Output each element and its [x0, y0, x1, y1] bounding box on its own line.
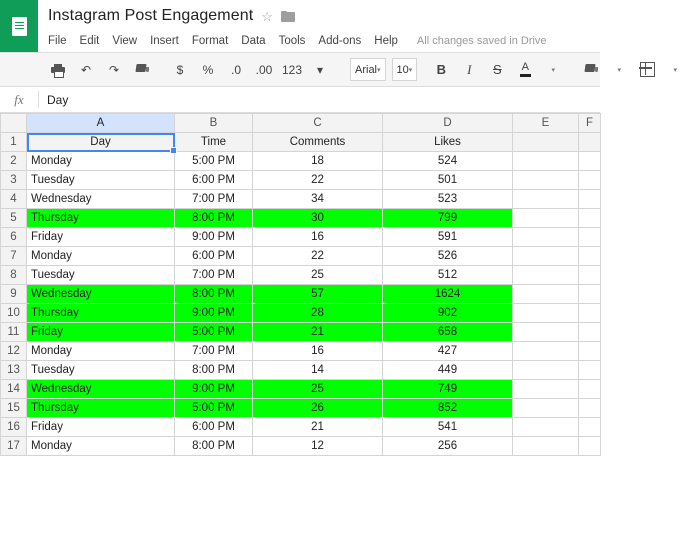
cell-f16[interactable] — [579, 418, 601, 437]
cell-b3[interactable]: 6:00 PM — [175, 171, 253, 190]
undo-icon: ↶ — [80, 62, 92, 77]
cell-f2[interactable] — [579, 152, 601, 171]
row-header-17[interactable]: 17 — [1, 437, 27, 456]
sheets-logo-icon[interactable] — [0, 0, 38, 52]
cell-e4[interactable] — [513, 190, 579, 209]
cell-d12[interactable]: 427 — [383, 342, 513, 361]
menu-item-insert[interactable]: Insert — [150, 35, 179, 47]
font-family-select[interactable] — [350, 58, 386, 81]
cell-b4[interactable]: 7:00 PM — [175, 190, 253, 209]
cell-f6[interactable] — [579, 228, 601, 247]
cell-a1[interactable]: Day — [27, 133, 175, 152]
cell-a14[interactable]: Wednesday — [27, 380, 175, 399]
cell-c3[interactable]: 22 — [253, 171, 383, 190]
menu-item-help[interactable]: Help — [374, 35, 398, 47]
cell-b5[interactable]: 8:00 PM — [175, 209, 253, 228]
cell-e12[interactable] — [513, 342, 579, 361]
cell-f10[interactable] — [579, 304, 601, 323]
fill-color-icon — [585, 64, 598, 76]
cell-a11[interactable]: Friday — [27, 323, 175, 342]
cell-b1[interactable]: Time — [175, 133, 253, 152]
borders-button[interactable] — [633, 59, 661, 81]
more-formats-caret[interactable]: ▾ — [316, 62, 324, 77]
cell-c14[interactable]: 25 — [253, 380, 383, 399]
cell-a15[interactable]: Thursday — [27, 399, 175, 418]
cell-a12[interactable]: Monday — [27, 342, 175, 361]
column-header-row — [1, 114, 601, 133]
page-title[interactable]: Instagram Post Engagement — [48, 7, 254, 24]
menu-item-addons[interactable]: Add-ons — [318, 35, 362, 47]
cell-c4[interactable]: 34 — [253, 190, 383, 209]
row-header-11[interactable]: 11 — [1, 323, 27, 342]
row-header-1[interactable]: 1 — [1, 133, 27, 152]
borders-icon — [640, 62, 655, 77]
row-header-6[interactable]: 6 — [1, 228, 27, 247]
cell-e8[interactable] — [513, 266, 579, 285]
row-header-16[interactable]: 16 — [1, 418, 27, 437]
cell-d5[interactable]: 799 — [383, 209, 513, 228]
strikethrough-button[interactable]: S — [492, 62, 502, 77]
table-row — [1, 380, 601, 399]
cell-b8[interactable]: 7:00 PM — [175, 266, 253, 285]
cell-f14[interactable] — [579, 380, 601, 399]
cell-b14[interactable]: 9:00 PM — [175, 380, 253, 399]
row-header-12[interactable]: 12 — [1, 342, 27, 361]
cell-e9[interactable] — [513, 285, 579, 304]
cell-f3[interactable] — [579, 171, 601, 190]
spreadsheet-grid — [0, 113, 600, 548]
cell-e2[interactable] — [513, 152, 579, 171]
cell-c13[interactable]: 14 — [253, 361, 383, 380]
text-color-button[interactable] — [511, 59, 539, 81]
currency-button[interactable]: $ — [176, 62, 184, 77]
star-icon[interactable]: ☆ — [261, 8, 273, 24]
cell-f7[interactable] — [579, 247, 601, 266]
table-row — [1, 190, 601, 209]
cell-b12[interactable]: 7:00 PM — [175, 342, 253, 361]
row-header-5[interactable]: 5 — [1, 209, 27, 228]
cell-c7[interactable]: 22 — [253, 247, 383, 266]
table-row — [1, 342, 601, 361]
cell-b17[interactable]: 8:00 PM — [175, 437, 253, 456]
cell-a2[interactable]: Monday — [27, 152, 175, 171]
font-size-value: 10 — [396, 63, 409, 76]
formula-input[interactable]: Day — [47, 92, 69, 107]
chevron-down-icon: ▾ — [377, 66, 381, 74]
cell-f1[interactable] — [579, 133, 601, 152]
cell-f17[interactable] — [579, 437, 601, 456]
cell-a16[interactable]: Friday — [27, 418, 175, 437]
cell-b16[interactable]: 6:00 PM — [175, 418, 253, 437]
cell-f9[interactable] — [579, 285, 601, 304]
cell-f11[interactable] — [579, 323, 601, 342]
cell-e16[interactable] — [513, 418, 579, 437]
cell-e17[interactable] — [513, 437, 579, 456]
text-color-icon — [520, 62, 531, 77]
row-header-15[interactable]: 15 — [1, 399, 27, 418]
cell-d6[interactable]: 591 — [383, 228, 513, 247]
table-row — [1, 285, 601, 304]
cell-b7[interactable]: 6:00 PM — [175, 247, 253, 266]
cell-f13[interactable] — [579, 361, 601, 380]
cell-c11[interactable]: 21 — [253, 323, 383, 342]
cell-e15[interactable] — [513, 399, 579, 418]
print-button[interactable] — [44, 59, 72, 81]
fx-icon: fx — [14, 91, 24, 107]
cell-e3[interactable] — [513, 171, 579, 190]
table-row — [1, 304, 601, 323]
cell-d14[interactable]: 749 — [383, 380, 513, 399]
row-header-7[interactable]: 7 — [1, 247, 27, 266]
menu-item-tools[interactable]: Tools — [278, 35, 306, 47]
table-row — [1, 228, 601, 247]
cell-d3[interactable]: 501 — [383, 171, 513, 190]
menu-item-data[interactable]: Data — [241, 35, 266, 47]
title-bar — [0, 0, 600, 53]
menu-bar — [48, 30, 600, 52]
cell-b10[interactable]: 9:00 PM — [175, 304, 253, 323]
cell-c9[interactable]: 57 — [253, 285, 383, 304]
cell-b2[interactable]: 5:00 PM — [175, 152, 253, 171]
column-header-f[interactable]: F — [579, 114, 601, 133]
cell-b9[interactable]: 8:00 PM — [175, 285, 253, 304]
cell-b13[interactable]: 8:00 PM — [175, 361, 253, 380]
folder-icon[interactable] — [281, 11, 295, 22]
row-header-14[interactable]: 14 — [1, 380, 27, 399]
grid-table — [0, 113, 601, 456]
cell-c16[interactable]: 21 — [253, 418, 383, 437]
cell-f12[interactable] — [579, 342, 601, 361]
text-color-letter: A — [521, 61, 529, 73]
document-title-row — [48, 5, 600, 27]
column-header-e[interactable]: E — [513, 114, 579, 133]
cell-d10[interactable]: 902 — [383, 304, 513, 323]
select-all-corner[interactable] — [1, 114, 27, 133]
fill-color-caret[interactable]: ▾ — [617, 66, 622, 74]
table-row — [1, 418, 601, 437]
cell-d7[interactable]: 526 — [383, 247, 513, 266]
cell-e1[interactable] — [513, 133, 579, 152]
cell-a4[interactable]: Wednesday — [27, 190, 175, 209]
cell-d13[interactable]: 449 — [383, 361, 513, 380]
redo-button[interactable] — [100, 59, 128, 81]
cell-e10[interactable] — [513, 304, 579, 323]
bold-button[interactable]: B — [436, 62, 446, 77]
table-row — [1, 209, 601, 228]
table-row — [1, 399, 601, 418]
toolbar — [0, 53, 678, 87]
save-status-label: All changes saved in Drive — [416, 35, 547, 47]
borders-caret[interactable]: ▾ — [673, 66, 678, 74]
column-header-b[interactable]: B — [175, 114, 253, 133]
decrease-decimal-button[interactable]: .0 — [230, 62, 241, 77]
cell-a13[interactable]: Tuesday — [27, 361, 175, 380]
row-header-2[interactable]: 2 — [1, 152, 27, 171]
table-row — [1, 171, 601, 190]
printer-icon — [51, 64, 65, 76]
cell-c15[interactable]: 26 — [253, 399, 383, 418]
table-row — [1, 266, 601, 285]
cell-f5[interactable] — [579, 209, 601, 228]
cell-d17[interactable]: 256 — [383, 437, 513, 456]
table-row — [1, 152, 601, 171]
cell-a7[interactable]: Monday — [27, 247, 175, 266]
row-header-13[interactable]: 13 — [1, 361, 27, 380]
cell-a6[interactable]: Friday — [27, 228, 175, 247]
cell-e6[interactable] — [513, 228, 579, 247]
cell-f15[interactable] — [579, 399, 601, 418]
text-color-caret[interactable]: ▾ — [551, 66, 556, 74]
table-row — [1, 361, 601, 380]
cell-c8[interactable]: 25 — [253, 266, 383, 285]
cell-b15[interactable]: 5:00 PM — [175, 399, 253, 418]
cell-c17[interactable]: 12 — [253, 437, 383, 456]
cell-b11[interactable]: 5:00 PM — [175, 323, 253, 342]
title-area — [38, 0, 600, 52]
cell-f8[interactable] — [579, 266, 601, 285]
row-header-4[interactable]: 4 — [1, 190, 27, 209]
cell-e13[interactable] — [513, 361, 579, 380]
font-family-value: Arial — [355, 63, 378, 76]
cell-c1[interactable]: Comments — [253, 133, 383, 152]
cell-c2[interactable]: 18 — [253, 152, 383, 171]
paint-format-icon — [136, 64, 149, 76]
cell-d9[interactable]: 1624 — [383, 285, 513, 304]
fill-color-button[interactable] — [577, 59, 605, 81]
table-row — [1, 133, 601, 152]
menu-item-edit[interactable]: Edit — [79, 35, 100, 47]
more-formats-button[interactable]: 123 — [281, 62, 303, 77]
row-header-9[interactable]: 9 — [1, 285, 27, 304]
redo-icon: ↷ — [108, 62, 120, 77]
percent-button[interactable]: % — [202, 62, 214, 77]
undo-button[interactable] — [72, 59, 100, 81]
column-header-d[interactable]: D — [383, 114, 513, 133]
table-row — [1, 437, 601, 456]
column-header-a[interactable]: A — [27, 114, 175, 133]
cell-b6[interactable]: 9:00 PM — [175, 228, 253, 247]
paint-format-button[interactable] — [128, 59, 156, 81]
cell-d4[interactable]: 523 — [383, 190, 513, 209]
cell-e5[interactable] — [513, 209, 579, 228]
cell-e7[interactable] — [513, 247, 579, 266]
cell-d15[interactable]: 852 — [383, 399, 513, 418]
cell-a17[interactable]: Monday — [27, 437, 175, 456]
row-header-3[interactable]: 3 — [1, 171, 27, 190]
cell-a9[interactable]: Wednesday — [27, 285, 175, 304]
table-row — [1, 247, 601, 266]
italic-button[interactable]: I — [467, 61, 472, 77]
cell-d11[interactable]: 658 — [383, 323, 513, 342]
cell-d2[interactable]: 524 — [383, 152, 513, 171]
cell-c10[interactable]: 28 — [253, 304, 383, 323]
cell-a8[interactable]: Tuesday — [27, 266, 175, 285]
increase-decimal-button[interactable]: .00 — [255, 62, 273, 77]
cell-a5[interactable]: Thursday — [27, 209, 175, 228]
menu-item-format[interactable]: Format — [191, 35, 229, 47]
column-header-c[interactable]: C — [253, 114, 383, 133]
font-size-select[interactable] — [392, 58, 418, 81]
table-row — [1, 323, 601, 342]
cell-c6[interactable]: 16 — [253, 228, 383, 247]
cell-c12[interactable]: 16 — [253, 342, 383, 361]
cell-e11[interactable] — [513, 323, 579, 342]
cell-d8[interactable]: 512 — [383, 266, 513, 285]
cell-e14[interactable] — [513, 380, 579, 399]
row-header-10[interactable]: 10 — [1, 304, 27, 323]
cell-f4[interactable] — [579, 190, 601, 209]
cell-d1[interactable]: Likes — [383, 133, 513, 152]
row-header-8[interactable]: 8 — [1, 266, 27, 285]
menu-item-view[interactable]: View — [112, 35, 138, 47]
cell-a3[interactable]: Tuesday — [27, 171, 175, 190]
chevron-down-icon: ▾ — [408, 66, 413, 74]
menu-item-file[interactable]: File — [48, 35, 67, 47]
formula-bar — [0, 87, 600, 113]
cell-c5[interactable]: 30 — [253, 209, 383, 228]
cell-a10[interactable]: Thursday — [27, 304, 175, 323]
cell-d16[interactable]: 541 — [383, 418, 513, 437]
